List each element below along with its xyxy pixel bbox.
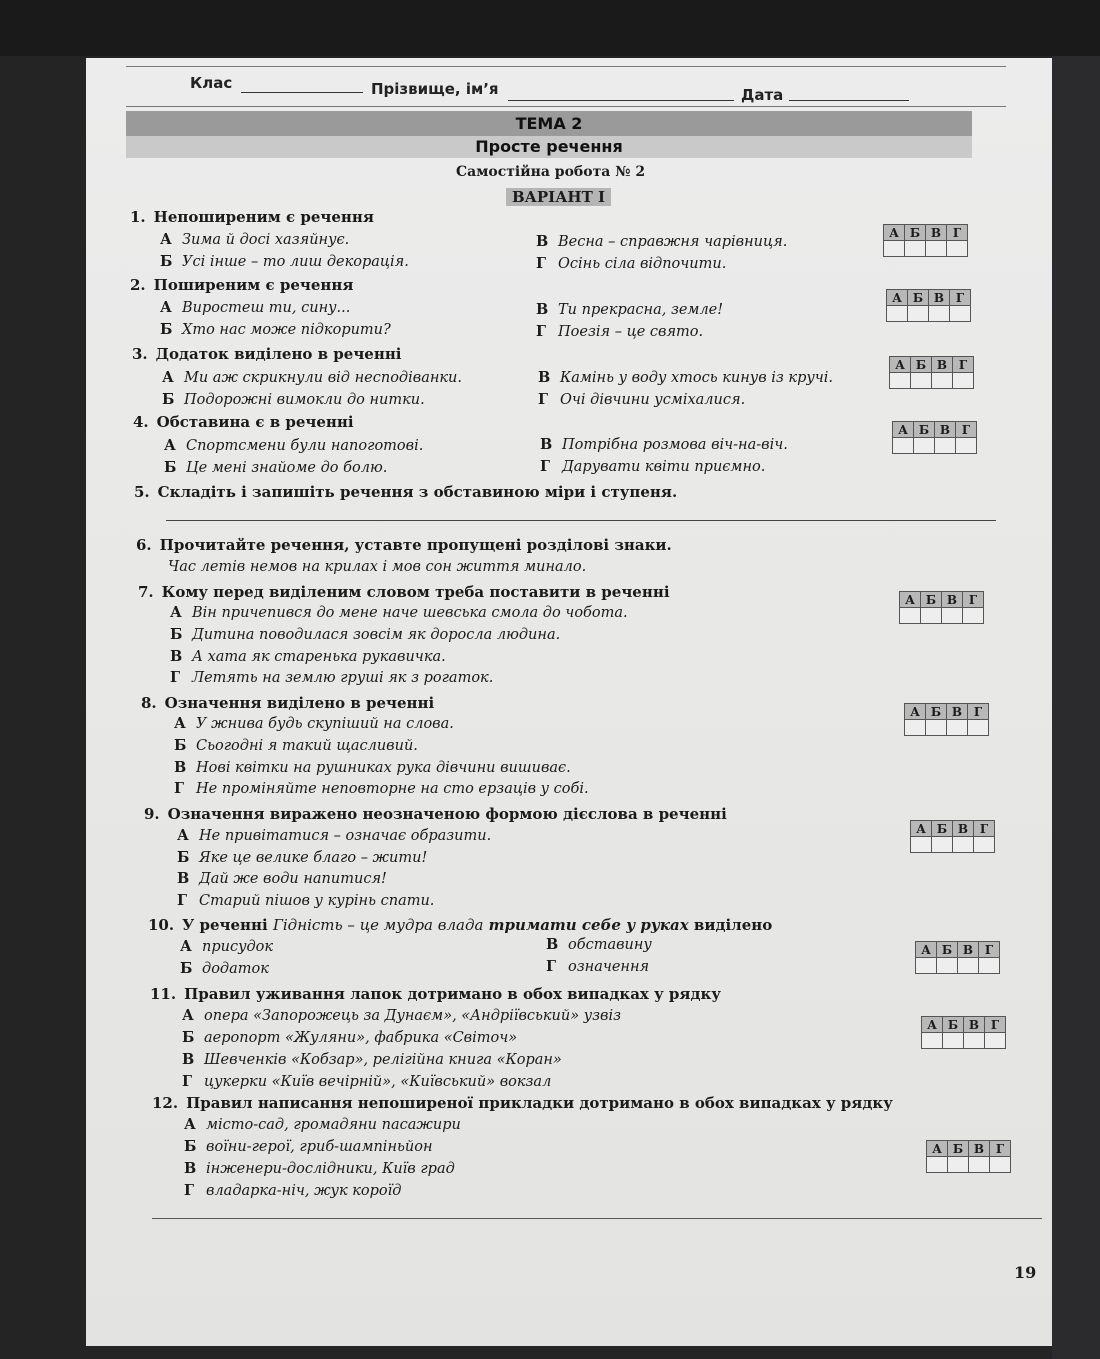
question-10: 10. У реченні Гідність – це мудра влада тримати себе у руках виділено — [148, 916, 773, 934]
question-9: 9. Означення виражено неозначеною формою дієслова в реченні — [144, 805, 727, 823]
theme-band — [126, 111, 972, 136]
date-field[interactable] — [789, 100, 909, 101]
q4-answer-grid[interactable]: А Б В Г — [892, 421, 977, 454]
header-rule — [126, 106, 1006, 107]
q12-option-g[interactable]: Г владарка-ніч, жук короїд — [184, 1182, 402, 1199]
q3-option-v[interactable]: В Камінь у воду хтось кинув із кручі. — [538, 369, 834, 386]
q7-option-b[interactable]: Б Дитина поводилася зовсім як доросла людина. — [170, 626, 561, 643]
class-field[interactable] — [241, 92, 363, 93]
q3-option-g[interactable]: Г Очі дівчини усміхалися. — [538, 391, 746, 408]
question-5: 5. Складіть і запишіть речення з обставиною міри і ступеня. — [134, 483, 678, 501]
q2-option-a[interactable]: А Виростеш ти, сину... — [160, 299, 351, 316]
q10-option-a[interactable]: А присудок — [180, 938, 274, 955]
work-title: Самостійна робота № 2 — [456, 164, 646, 180]
date-label: Дата — [741, 86, 784, 104]
q2-option-g[interactable]: Г Поезія – це свято. — [536, 323, 704, 340]
theme-title: ТЕМА 2 — [515, 114, 583, 133]
q9-answer-grid[interactable]: А Б В Г — [910, 820, 995, 853]
q7-answer-grid[interactable]: А Б В Г — [899, 591, 984, 624]
q7-option-a[interactable]: А Він причепився до мене наче шевська смола до чобота. — [170, 604, 628, 621]
q12-answer-grid[interactable]: А Б В Г — [926, 1140, 1011, 1173]
q8-option-v[interactable]: В Нові квітки на рушниках рука дівчини вишиває. — [174, 759, 571, 776]
class-label: Клас — [190, 74, 233, 92]
question-6: 6. Прочитайте речення, уставте пропущені розділові знаки. — [136, 536, 672, 554]
q1-option-v[interactable]: В Весна – справжня чарівниця. — [536, 233, 788, 250]
q9-option-a[interactable]: А Не привітатися – означає образити. — [177, 827, 492, 844]
q9-option-v[interactable]: В Дай же води напитися! — [177, 870, 387, 887]
q1-option-g[interactable]: Г Осінь сіла відпочити. — [536, 255, 727, 272]
q7-option-g[interactable]: Г Летять на землю груші як з рогаток. — [170, 669, 494, 686]
q4-option-a[interactable]: А Спортсмени були напоготові. — [164, 437, 424, 454]
q10-option-v[interactable]: В обставину — [546, 936, 652, 953]
q1-option-b[interactable]: Б Усі інше – то лиш декорація. — [160, 253, 409, 270]
q12-option-a[interactable]: А місто-сад, громадяни пасажири — [184, 1116, 461, 1133]
q4-option-g[interactable]: Г Дарувати квіти приємно. — [540, 458, 766, 475]
topic-title: Просте речення — [475, 137, 623, 156]
question-3: 3. Додаток виділено в реченні — [132, 345, 402, 363]
q2-option-b[interactable]: Б Хто нас може підкорити? — [160, 321, 391, 338]
bottom-rule — [152, 1218, 1042, 1219]
q8-option-b[interactable]: Б Сьогодні я такий щасливий. — [174, 737, 418, 754]
q10-option-b[interactable]: Б додаток — [180, 960, 269, 977]
q2-option-v[interactable]: В Ти прекрасна, земле! — [536, 301, 724, 318]
question-4: 4. Обставина є в реченні — [133, 413, 354, 431]
q8-answer-grid[interactable]: А Б В Г — [904, 703, 989, 736]
q7-option-v[interactable]: В А хата як старенька рукавичка. — [170, 648, 446, 665]
topic-band — [126, 136, 972, 158]
question-1: 1. Непоширеним є речення — [130, 208, 374, 226]
question-11: 11. Правил уживання лапок дотримано в обох випадках у рядку — [150, 985, 721, 1003]
page-number: 19 — [1014, 1263, 1037, 1282]
q3-option-a[interactable]: А Ми аж скрикнули від несподіванки. — [162, 369, 462, 386]
q4-option-b[interactable]: Б Це мені знайоме до болю. — [164, 459, 388, 476]
q1-answer-grid[interactable]: А Б В Г — [883, 224, 968, 257]
question-12: 12. Правил написання непоширеної прикладки дотримано в обох випадках у рядку — [152, 1094, 893, 1112]
q3-answer-grid[interactable]: А Б В Г — [889, 356, 974, 389]
q10-answer-grid[interactable]: А Б В Г — [915, 941, 1000, 974]
q4-option-v[interactable]: В Потрібна розмова віч-на-віч. — [540, 436, 788, 453]
background-right — [1052, 56, 1100, 1359]
q5-answer-line[interactable] — [166, 520, 996, 521]
q11-option-v[interactable]: В Шевченків «Кобзар», релігійна книга «Коран» — [182, 1051, 562, 1068]
q11-option-a[interactable]: А опера «Запорожець за Дунаєм», «Андріївський» узвіз — [182, 1007, 622, 1024]
q12-option-v[interactable]: В інженери-дослідники, Київ град — [184, 1160, 455, 1177]
q8-option-g[interactable]: Г Не проміняйте неповторне на сто ерзаців у собі. — [174, 780, 589, 797]
viewer-top-bar — [0, 0, 1100, 56]
q11-option-b[interactable]: Б аеропорт «Жуляни», фабрика «Світоч» — [182, 1029, 518, 1046]
name-label: Прізвище, ім’я — [371, 80, 499, 98]
top-rule — [126, 66, 1006, 67]
variant-title: ВАРІАНТ І — [506, 188, 611, 206]
q11-option-g[interactable]: Г цукерки «Київ вечірній», «Київський» вокзал — [182, 1073, 552, 1090]
q12-option-b[interactable]: Б воїни-герої, гриб-шампіньйон — [184, 1138, 433, 1155]
question-8: 8. Означення виділено в реченні — [141, 694, 435, 712]
name-field[interactable] — [508, 100, 734, 101]
question-2: 2. Поширеним є речення — [130, 276, 354, 294]
q11-answer-grid[interactable]: А Б В Г — [921, 1016, 1006, 1049]
q6-example-sentence[interactable]: Час летів немов на крилах і мов сон життя минало. — [168, 559, 587, 575]
question-7: 7. Кому перед виділеним словом треба поставити в реченні — [138, 583, 670, 601]
q10-option-g[interactable]: Г означення — [546, 958, 650, 975]
q8-option-a[interactable]: А У жнива будь скупіший на слова. — [174, 715, 454, 732]
q1-option-a[interactable]: А Зима й досі хазяйнує. — [160, 231, 350, 248]
worksheet-page — [86, 58, 1052, 1346]
q9-option-g[interactable]: Г Старий пішов у курінь спати. — [177, 892, 435, 909]
q2-answer-grid[interactable]: А Б В Г — [886, 289, 971, 322]
q9-option-b[interactable]: Б Яке це велике благо – жити! — [177, 849, 428, 866]
q3-option-b[interactable]: Б Подорожні вимокли до нитки. — [162, 391, 425, 408]
